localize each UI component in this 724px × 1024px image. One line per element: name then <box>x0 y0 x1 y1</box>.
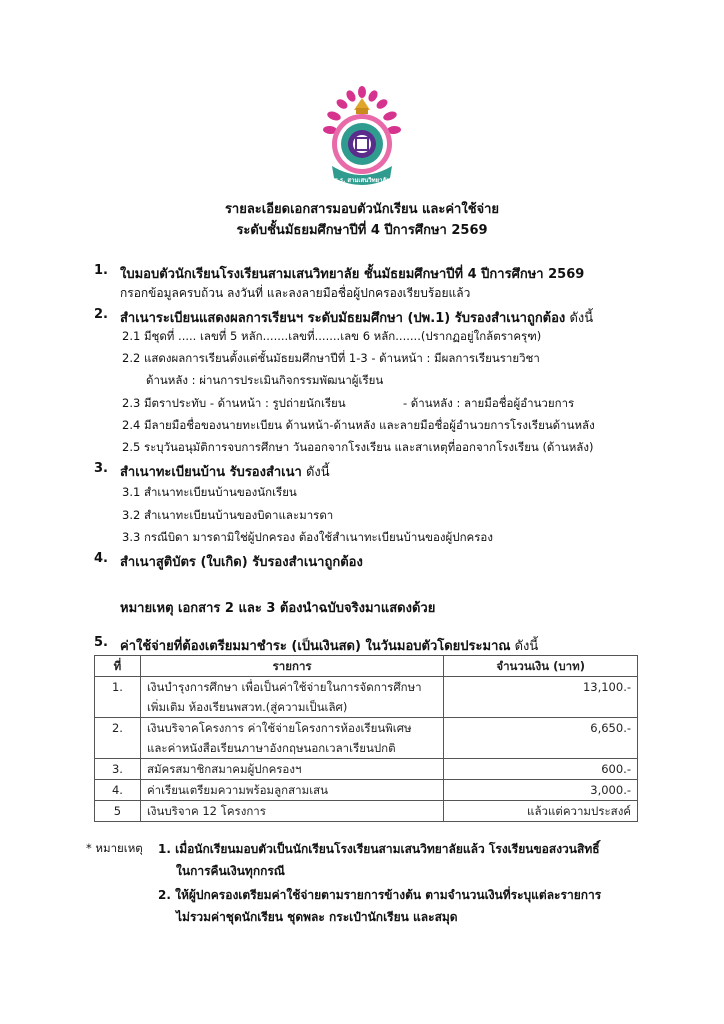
table-row <box>95 759 638 780</box>
table-row <box>95 780 638 801</box>
note-1-line-1: 1. เมื่อนักเรียนมอบตัวเป็นนักเรียนโรงเรียนสามเสนวิทยาลัยแล้ว โรงเรียนขอสงวนสิทธิ์ <box>158 842 600 856</box>
document-title: รายละเอียดเอกสารมอบตัวนักเรียน และค่าใช้จ่าย <box>224 202 500 217</box>
note-1-line-2: ในการคืนเงินทุกกรณี <box>176 864 285 878</box>
cell-item-line: และค่าหนังสือเรียนภาษาอังกฤษนอกเวลาเรียนปกติ <box>146 741 396 755</box>
item-2-5: 2.5 ระบุวันอนุมัติการจบการศึกษา วันออกจากโรงเรียน และสาเหตุที่ออกจากโรงเรียน (ด้านหลัง) <box>122 440 594 454</box>
item-3-2: 3.2 สำเนาทะเบียนบ้านของบิดาและมารดา <box>122 508 334 522</box>
item-2-number: 2. <box>94 307 108 322</box>
item-3-1: 3.1 สำเนาทะเบียนบ้านของนักเรียน <box>122 485 297 499</box>
cell-item <box>140 677 443 718</box>
cell-item: สมัครสมาชิกสมาคมผู้ปกครองฯ <box>140 759 443 780</box>
cell-no: 2. <box>95 718 141 759</box>
table-row <box>95 801 638 822</box>
cell-no: 4. <box>95 780 141 801</box>
cell-amount: 13,100.- <box>444 677 638 718</box>
cell-no: 1. <box>95 677 141 718</box>
item-1-text: ใบมอบตัวนักเรียนโรงเรียนสามเสนวิทยาลัย ชั้นมัธยมศึกษาปีที่ 4 ปีการศึกษา 2569 <box>120 267 585 282</box>
cell-amount: 600.- <box>444 759 638 780</box>
school-emblem-logo <box>320 86 404 196</box>
col-header-item: รายการ <box>140 656 443 677</box>
col-header-amount: จำนวนเงิน (บาท) <box>444 656 638 677</box>
item-5-suffix: ดังนี้ <box>514 639 539 654</box>
item-3-3: 3.3 กรณีบิดา มารดามิใช่ผู้ปกครอง ต้องใช้สำเนาทะเบียนบ้านของผู้ปกครอง <box>122 530 493 544</box>
document-subtitle: ระดับชั้นมัธยมศึกษาปีที่ 4 ปีการศึกษา 2569 <box>236 223 488 238</box>
item-1-number: 1. <box>94 263 108 278</box>
item-2-1: 2.1 มีชุดที่ ..... เลขที่ 5 หลัก.......เลขที่.......เลข 6 หลัก.......(ปรากฏอยู่ใกล้ตราครุฑ) <box>122 329 542 343</box>
item-3-suffix: ดังนี้ <box>305 465 330 480</box>
cell-item-line: เงินบริจาคโครงการ ค่าใช้จ่ายโครงการห้องเรียนพิเศษ <box>146 721 412 735</box>
item-2-2: 2.2 แสดงผลการเรียนตั้งแต่ชั้นมัธยมศึกษาปีที่ 1-3 - ด้านหน้า : มีผลการเรียนรายวิชา <box>122 351 540 365</box>
fee-table <box>94 655 638 822</box>
cell-amount: 3,000.- <box>444 780 638 801</box>
notes-label: * หมายเหตุ <box>86 841 143 855</box>
item-3-number: 3. <box>94 461 108 476</box>
table-row <box>95 677 638 718</box>
cell-no: 5 <box>95 801 141 822</box>
item-5-heading <box>120 635 538 656</box>
cell-amount: 6,650.- <box>444 718 638 759</box>
cell-item: เงินบริจาค 12 โครงการ <box>140 801 443 822</box>
logo-caption: ร.ร. สามเสนวิทยาลัย <box>334 177 390 184</box>
cell-no: 3. <box>95 759 141 780</box>
item-2-4: 2.4 มีลายมือชื่อของนายทะเบียน ด้านหน้า-ด้านหลัง และลายมือชื่อผู้อำนวยการโรงเรียนด้านหลัง <box>122 418 595 432</box>
item-1-detail: กรอกข้อมูลครบถ้วน ลงวันที่ และลงลายมือชื่อผู้ปกครองเรียบร้อยแล้ว <box>120 286 471 300</box>
cell-item-line: เงินบำรุงการศึกษา เพื่อเป็นค่าใช้จ่ายในการจัดการศึกษา <box>146 680 422 694</box>
item-2-3-back: - ด้านหลัง : ลายมือชื่อผู้อำนวยการ <box>403 396 575 410</box>
item-4-number: 4. <box>94 551 108 566</box>
item-3-text: สำเนาทะเบียนบ้าน รับรองสำเนา <box>120 465 302 480</box>
cell-amount: แล้วแต่ความประสงค์ <box>444 801 638 822</box>
item-2-3-front: 2.3 มีตราประทับ - ด้านหน้า : รูปถ่ายนักเรียน <box>122 396 346 410</box>
remark-text: หมายเหตุ เอกสาร 2 และ 3 ต้องนำฉบับจริงมาแสดงด้วย <box>120 601 436 616</box>
cell-item: ค่าเรียนเตรียมความพร้อมลูกสามเสน <box>140 780 443 801</box>
item-2-text: สำเนาระเบียนแสดงผลการเรียนฯ ระดับมัธยมศึกษา (ปพ.1) รับรองสำเนาถูกต้อง <box>120 311 566 326</box>
note-2-line-1: 2. ให้ผู้ปกครองเตรียมค่าใช้จ่ายตามรายการข้างต้น ตามจำนวนเงินที่ระบุแต่ละรายการ <box>158 888 602 902</box>
item-4-text: สำเนาสูติบัตร (ใบเกิด) รับรองสำเนาถูกต้อง <box>120 555 363 570</box>
item-2-heading <box>120 307 593 328</box>
item-2-suffix: ดังนี้ <box>569 311 594 326</box>
col-header-no: ที่ <box>95 656 141 677</box>
note-2-line-2: ไม่รวมค่าชุดนักเรียน ชุดพละ กระเป๋านักเรียน และสมุด <box>176 910 458 924</box>
item-3-heading <box>120 461 330 482</box>
item-2-2-back: ด้านหลัง : ผ่านการประเมินกิจกรรมพัฒนาผู้เรียน <box>146 373 384 387</box>
cell-item-line: เพิ่มเติม ห้องเรียนพสวท.(สู่ความเป็นเลิศ) <box>146 700 348 714</box>
item-5-number: 5. <box>94 635 108 650</box>
cell-item <box>140 718 443 759</box>
table-row <box>95 718 638 759</box>
item-5-text: ค่าใช้จ่ายที่ต้องเตรียมมาชำระ (เป็นเงินสด) ในวันมอบตัวโดยประมาณ <box>120 639 511 654</box>
table-header-row <box>95 656 638 677</box>
